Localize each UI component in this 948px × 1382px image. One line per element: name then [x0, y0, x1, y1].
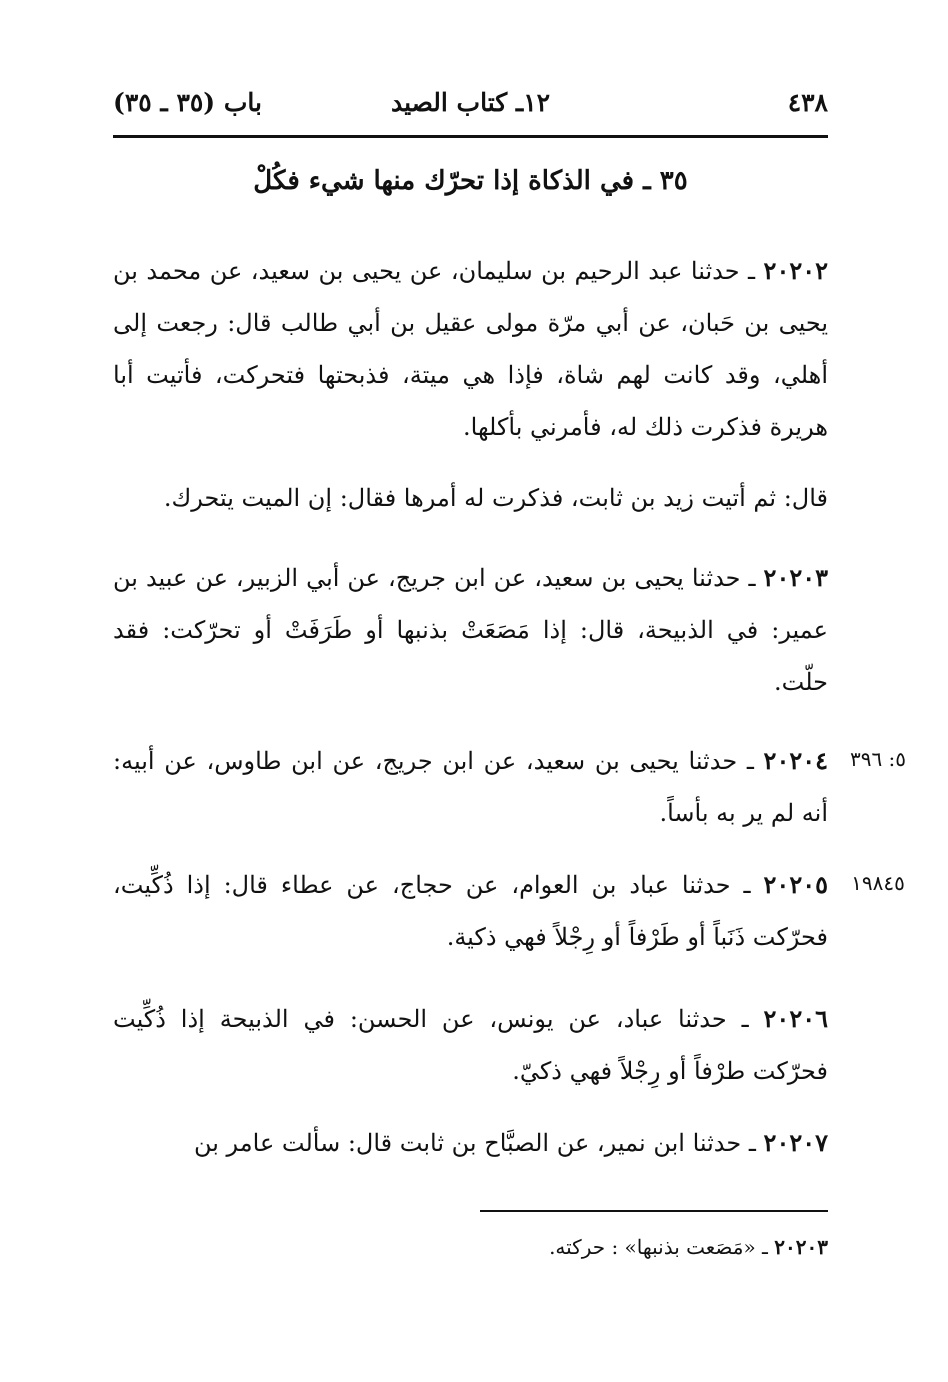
hadith-text: ـ حدثنا عبد الرحيم بن سليمان، عن يحيى بن سعيد، عن محمد بن يحيى بن حَبان، عن أبي مرّة مولى عقيل بن أبي طالب قال: رجعت إلى أهلي، وقد كانت لهم شاة، فإذا هي ميتة، فذبحتها فتحركت، فأتيت أبا هريرة فذكرت ذلك له، فأمرني بأكلها. — [113, 257, 828, 441]
hadith-number: ٢٠٢٠٥ — [763, 870, 828, 899]
hadith-entry — [113, 859, 828, 963]
hadith-number: ٢٠٢٠٧ — [763, 1128, 828, 1157]
hadith-number: ٢٠٢٠٢ — [763, 256, 828, 285]
header-divider — [113, 135, 828, 138]
hadith-entry — [113, 1117, 828, 1169]
hadith-entry — [113, 993, 828, 1097]
hadith-text: ـ حدثنا يحيى بن سعيد، عن ابن جريج، عن أبي الزبير، عن عبيد بن عمير: في الذبيحة، قال: إذا مَصَعَتْ بذنبها أو طَرَفَتْ أو تحرّكت: فقد حلّت. — [113, 564, 828, 696]
hadith-number: ٢٠٢٠٦ — [763, 1004, 828, 1033]
hadith-text: قال: ثم أتيت زيد بن ثابت، فذكرت له أمرها فقال: إن الميت يتحرك. — [163, 484, 828, 512]
book-title: ١٢ـ كتاب الصيد — [390, 88, 551, 117]
hadith-text: ـ حدثنا يحيى بن سعيد، عن ابن جريج، عن ابن طاوس، عن أبيه: أنه لم ير به بأساً. — [113, 747, 828, 827]
page-number: ٤٣٨ — [787, 88, 828, 117]
margin-reference: ٥: ٣٩٦ — [849, 747, 907, 771]
footnote-text: ـ «مَصَعت بذنبها» : حركته. — [549, 1235, 768, 1259]
chapter-title: ٣٥ ـ في الذكاة إذا تحرّك منها شيء فكُلْ — [253, 166, 688, 196]
footnote-divider — [480, 1210, 828, 1212]
hadith-entry — [113, 552, 828, 708]
hadith-text: ـ حدثنا عباد، عن يونس، عن الحسن: في الذبيحة إذا ذُكِّيت فحرّكت طرْفاً أو رِجْلاً فهي ذكيّ. — [113, 1005, 828, 1085]
footnote-number: ٢٠٢٠٣ — [774, 1235, 828, 1259]
hadith-number: ٢٠٢٠٤ — [763, 746, 828, 775]
hadith-number: ٢٠٢٠٣ — [763, 563, 828, 592]
hadith-text: ـ حدثنا عباد بن العوام، عن حجاج، عن عطاء قال: إذا ذُكِّيت، فحرّكت ذَنَباً أو طَرْفاً أو رِجْلاً فهي ذكية. — [113, 871, 828, 951]
running-header — [113, 82, 828, 128]
hadith-entry — [113, 735, 828, 839]
hadith-continuation — [113, 472, 828, 524]
bab-range: باب (٣٥ ـ ٣٥) — [113, 88, 262, 117]
hadith-text: ـ حدثنا ابن نمير، عن الصبَّاح بن ثابت قال: سألت عامر بن — [193, 1129, 756, 1157]
margin-reference: ١٩٨٤٥ — [851, 871, 905, 895]
hadith-entry — [113, 245, 828, 453]
footnote — [350, 1235, 828, 1259]
